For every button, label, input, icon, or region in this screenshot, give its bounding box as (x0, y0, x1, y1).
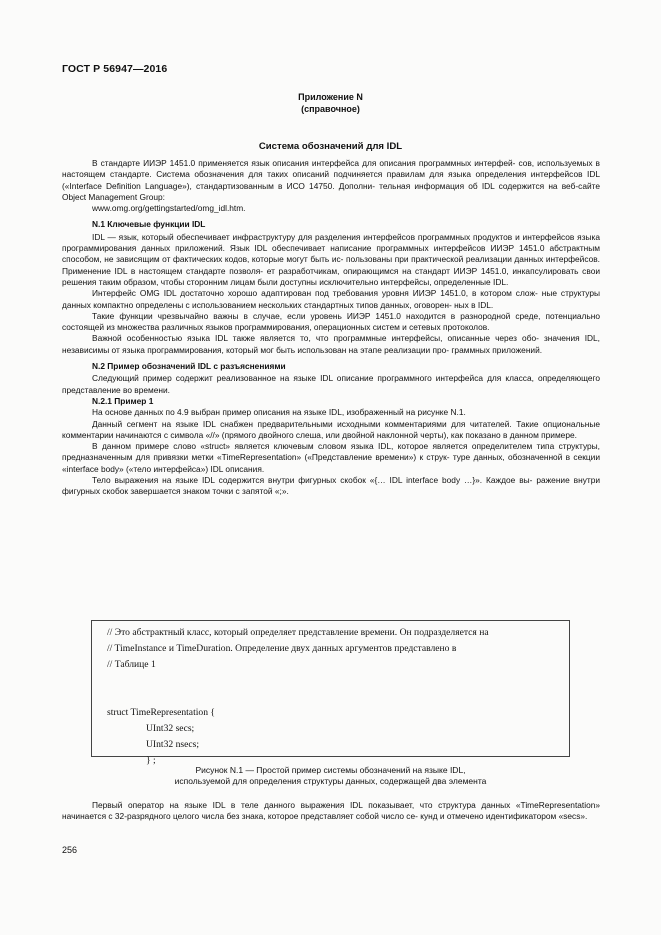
code-line: UInt32 nsecs; (146, 739, 200, 750)
paragraph: Следующий пример содержит реализованное на языке IDL описание программного интерфейса для класса, определяющего представление во времени. (62, 373, 600, 395)
section-title: Система обозначений для IDL (258, 141, 403, 152)
body-text (62, 158, 600, 498)
code-line: UInt32 secs; (146, 723, 195, 734)
paragraph: IDL — язык, который обеспечивает инфраструктуру для разделения интерфейсов программных продуктов и интерфейсов языка программирования данных приложений. Язык IDL обеспечивает написание программных интерфейсов ИИЭР 1451.0 абстрактным способом, не зависящим от фактических кодов, которые могут быть ис- пользованы при практической реализации данных интерфейсов. Применение IDL в настоящем стандарте позволя- ет разработчикам, опирающимся на стандарт ИИЭР 1451.0, инкапсулировать свои решения таким образом, чтобы сторонним лицам были доступны исключительно интерфейсы, определенные IDL. (62, 231, 600, 287)
code-line: // TimeInstance и TimeDuration. Определение двух данных аргументов представлено в (107, 643, 457, 654)
page-number: 256 (62, 845, 78, 855)
paragraph: В стандарте ИИЭР 1451.0 применяется язык описания интерфейса для описания программных интерфей- сов, используемых в настоящем стандарте. Система обозначения для таких описаний подчиняется правилам для языка определения интерфейсов IDL («Interface Definition Language»), стандартизованным в ИСО 14750. Дополни- тельная информация об IDL содержится на веб-сайте Object Management Group: (62, 158, 600, 202)
paragraph: Данный сегмент на языке IDL снабжен предварительными исходными комментариями для читателей. Такие опциональные комментарии начинаются с символа «//» (прямого двойного слеша, или двойной наклонной черты), как показано в данном примере. (62, 418, 600, 440)
heading-n2: N.2 Пример обозначений IDL с разъяснениями (92, 361, 286, 372)
code-line: // Это абстрактный класс, который определяет представление времени. Он подразделяется на (107, 627, 489, 638)
url-text: www.omg.org/gettingstarted/omg_idl.htm. (92, 203, 246, 214)
code-line: } ; (146, 755, 156, 766)
code-line: // Таблице 1 (107, 659, 156, 670)
closing-text (62, 800, 600, 823)
caption-line: Рисунок N.1 — Простой пример системы обозначений на языке IDL, (195, 765, 466, 775)
heading-n1: N.1 Ключевые функции IDL (92, 219, 206, 230)
paragraph: Такие функции чрезвычайно важны в случае, если уровень ИИЭР 1451.0 находится в разнородной среде, потенциально состоящей из множества различных языков программирования, операционных систем и сетевых протоколов. (62, 310, 600, 333)
paragraph: В данном примере слово «struct» является ключевым словом языка IDL, которое является определителем типа структуры, предназначенным для привязки метки «TimeRepresentation» («Представление времени») к струк- туре данных, обозначенной в секции «interface body» («тело интерфейса») IDL описания. (62, 441, 600, 474)
figure-caption (0, 765, 661, 787)
appendix-title: Приложение N (298, 92, 363, 102)
appendix-kind: (справочное) (301, 104, 360, 114)
code-line: struct TimeRepresentation { (107, 707, 215, 718)
paragraph: Интерфейс OMG IDL достаточно хорошо адаптирован под требования уровня ИИЭР 1451.0, в котором слож- ные структуры данных компактно определены с использованием нескольких стандартных типов данных, оговорен- ных в IDL. (62, 288, 600, 310)
paragraph: Первый оператор на языке IDL в теле данного выражения IDL показывает, что структура данных «TimeRepresentation» начинается с 32-разрядного целого числа без знака, которое представляет собой число се- кунд и отмечено идентификатором «secs». (62, 800, 600, 822)
caption-line: используемой для определения структуры данных, содержащей два элемента (174, 776, 487, 786)
standard-code: ГОСТ Р 56947—2016 (62, 63, 168, 75)
paragraph: На основе данных по 4.9 выбран пример описания на языке IDL, изображенный на рисунке N.1. (92, 407, 466, 418)
paragraph: Тело выражения на языке IDL содержится внутри фигурных скобок «{… IDL interface body …}». Каждое вы- ражение внутри фигурных скобок завершается знаком точки с запятой «;». (62, 475, 600, 497)
code-spacer (107, 689, 569, 705)
heading-n21: N.2.1 Пример 1 (92, 395, 154, 406)
code-figure (91, 620, 570, 766)
paragraph: Важной особенностью языка IDL также является то, что программные интерфейсы, описанные через обо- значения IDL, независимы от языка программирования, который мог быть использован на этапе реализации про- граммных приложений. (62, 333, 600, 355)
code-spacer (107, 673, 569, 689)
